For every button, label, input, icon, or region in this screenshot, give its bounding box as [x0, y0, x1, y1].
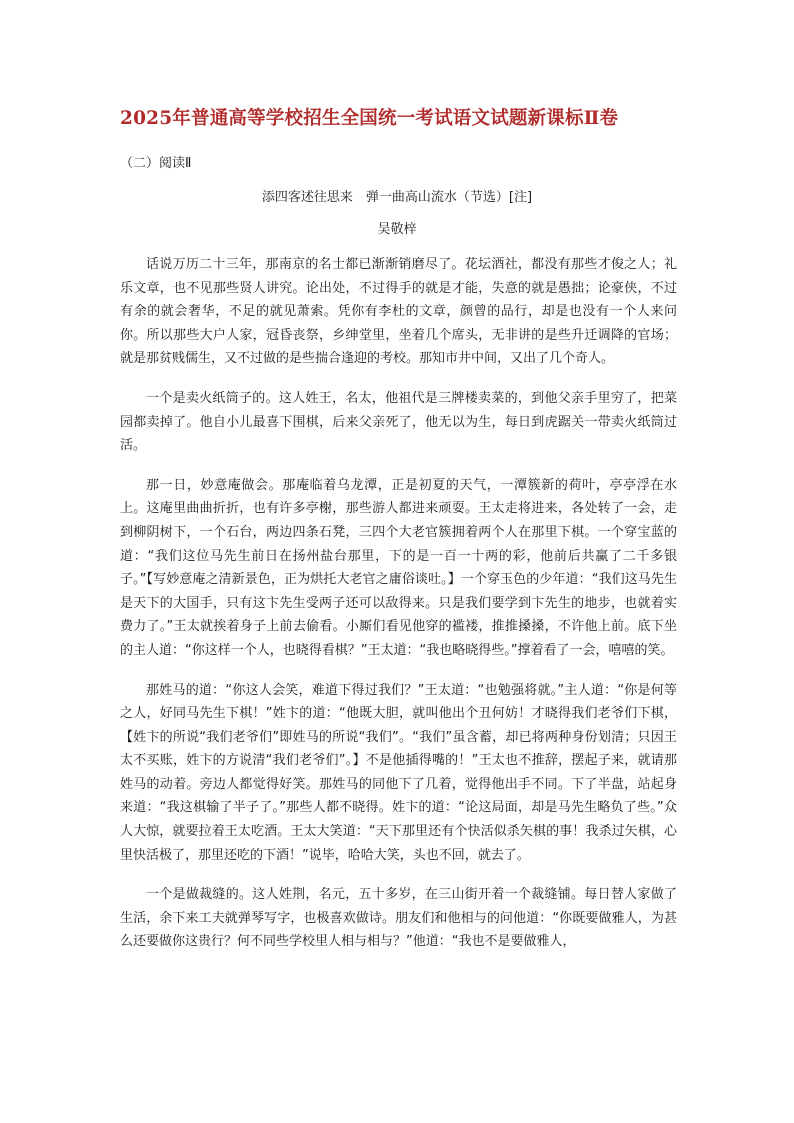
paragraph: 一个是做裁缝的。这人姓荆，名元，五十多岁，在三山街开着一个裁缝铺。每日替人家做了生活，余下来工夫就弹琴写字，也极喜欢做诗。朋友们和他相与的问他道：“你既要做雅人，为甚么还要做你这贵行？何不同些学校里人相与相与？”他道：“我也不是要做雅人，	[120, 887, 677, 950]
paragraph: 话说万历二十三年，那南京的名士都已渐渐销磨尽了。花坛酒社，都没有那些才俊之人；礼乐文章，也不见那些贤人讲究。论出处，不过得手的就是才能，失意的就是愚拙；论豪侠，不过有余的就会奢华，不足的就见萧索。凭你有李杜的文章，颜曾的品行，却是也没有一个人来问你。所以那些大户人家，冠昏丧祭，乡绅堂里，坐着几个席头，无非讲的是些升迁调降的官场；就是那贫贱儒生，又不过做的是些揣合逢迎的考校。那知市井中间，又出了几个奇人。	[120, 257, 677, 367]
article-author: 吴敬梓	[377, 222, 417, 237]
document-title: 2025年普通高等学校招生全国统一考试语文试题新课标Ⅱ卷	[120, 108, 619, 129]
article-body	[120, 253, 677, 970]
article-title: 添四客述往思来 弹一曲高山流水（节选）[注]	[261, 190, 533, 205]
paragraph: 那一日，妙意庵做会。那庵临着乌龙潭，正是初夏的天气，一潭簇新的荷叶，亭亭浮在水上。这庵里曲曲折折，也有许多亭榭，那些游人都进来顽耍。王太走将进来，各处转了一会，走到柳阴树下，一个石台，两边四条石凳，三四个大老官簇拥着两个人在那里下棋。一个穿宝蓝的道：“我们这位马先生前日在扬州盐台那里，下的是一百一十两的彩，他前后共赢了二千多银子。”【写妙意庵之清新景色，正为烘托大老官之庸俗谈吐。】一个穿玉色的少年道：“我们这马先生是天下的大国手，只有这卞先生受两子还可以敌得来。只是我们要学到卞先生的地步，也就着实费力了。”王太就挨着身子上前去偷看。小厮们看见他穿的褴褛，推推搡搡，不许他上前。底下坐的主人道：“你这样一个人，也晓得看棋？”王太道：“我也略晓得些。”撑着看了一会，嘻嘻的笑。	[120, 477, 677, 658]
paragraph: 一个是卖火纸筒子的。这人姓王，名太，他祖代是三牌楼卖菜的，到他父亲手里穷了，把菜园都卖掉了。他自小儿最喜下围棋，后来父亲死了，他无以为生，每日到虎踞关一带卖火纸筒过活。	[120, 390, 677, 454]
paragraph: 那姓马的道：“你这人会笑，难道下得过我们？”王太道：“也勉强将就。”主人道：“你是何等之人，好同马先生下棋！”姓卞的道：“他既大胆，就叫他出个丑何妨！才晓得我们老爷们下棋，【姓卞的所说“我们老爷们”即姓马的所说“我们”。“我们”虽含蓄，却已将两种身份划清；只因王太不买账，姓卞的方说清“我们老爷们”。】不是他插得嘴的！”王太也不推辞，摆起子来，就请那姓马的动着。旁边人都觉得好笑。那姓马的同他下了几着，觉得他出手不同。下了半盘，站起身来道：“我这棋输了半子了。”那些人都不晓得。姓卞的道：“论这局面，却是马先生略负了些。”众人大惊，就要拉着王太吃酒。王太大笑道：“天下那里还有个快活似杀矢棋的事！我杀过矢棋，心里快活极了，那里还吃的下酒！”说毕，哈哈大笑，头也不回，就去了。	[120, 682, 677, 863]
section-label: （二）阅读Ⅱ	[120, 156, 192, 171]
